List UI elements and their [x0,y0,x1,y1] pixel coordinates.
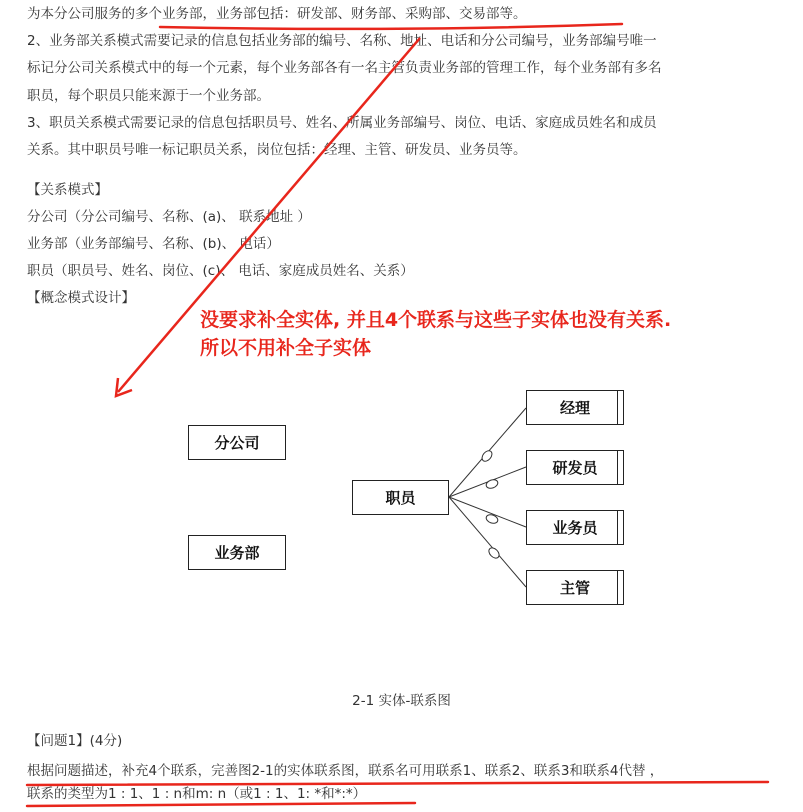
entity-manager [526,390,624,425]
red-arrow [116,38,420,396]
question-line-1: 根据问题描述，补充4个联系，完善图2-1的实体联系图，联系名可用联系1、联系2、联系3和联系4代替 ， [27,763,664,779]
entity-company: 分公司 [188,425,286,460]
relation-row-dept: 业务部（业务部编号、名称、(b)、 电话） [27,236,280,252]
paragraph-line-4: 职员，每个职员只能来源于一个业务部。 [27,88,270,104]
specialization-circles [480,449,501,560]
entity-manager-label: 经理 [559,399,590,417]
relation-heading: 【关系模式】 [27,182,108,198]
concept-heading: 【概念模式设计】 [27,290,135,306]
annotation-line-1: 没要求补全实体, 并且4个联系与这些子实体也没有关系. [200,309,672,331]
entity-rd-label: 研发员 [552,459,598,477]
entity-sales [526,510,624,545]
annotation-line-2: 所以不用补全子实体 [200,337,372,359]
relation-row-staff: 职员（职员号、姓名、岗位、(c)、 电话、家庭成员姓名、关系） [27,263,414,279]
entity-dept: 业务部 [188,535,286,570]
paragraph-line-2: 2、业务部关系模式需要记录的信息包括业务部的编号、名称、地址、电话和分公司编号，业务部编号唯一 [27,33,657,49]
entity-supervisor [526,570,624,605]
relation-row-company: 分公司（分公司编号、名称、(a)、 联系地址 ） [27,209,311,225]
specialization-lines [449,408,526,587]
entity-sales-label: 业务员 [552,519,598,537]
paragraph-line-5: 3、职员关系模式需要记录的信息包括职员号、姓名、所属业务部编号、岗位、电话、家庭成员姓名和成员 [27,115,657,131]
entity-staff: 职员 [352,480,449,515]
paragraph-line-1: 为本分公司服务的多个业务部，业务部包括：研发部、财务部、采购部、交易部等。 [27,6,527,22]
question-title: 【问题1】(4分) [27,733,123,749]
paragraph-line-3: 标记分公司关系模式中的每一个元素，每个业务部各有一名主管负责业务部的管理工作，每个业务部有多名 [27,60,662,76]
paragraph-line-6: 关系。其中职员号唯一标记职员关系，岗位包括：经理、主管、研发员、业务员等。 [27,142,527,158]
entity-rd [526,450,624,485]
entity-supervisor-label: 主管 [559,579,590,597]
figure-caption: 2-1 实体-联系图 [352,693,451,709]
question-line-2: 联系的类型为1 : 1、1 : n和m: n（或1 : 1、1: *和*:*） [27,786,367,802]
